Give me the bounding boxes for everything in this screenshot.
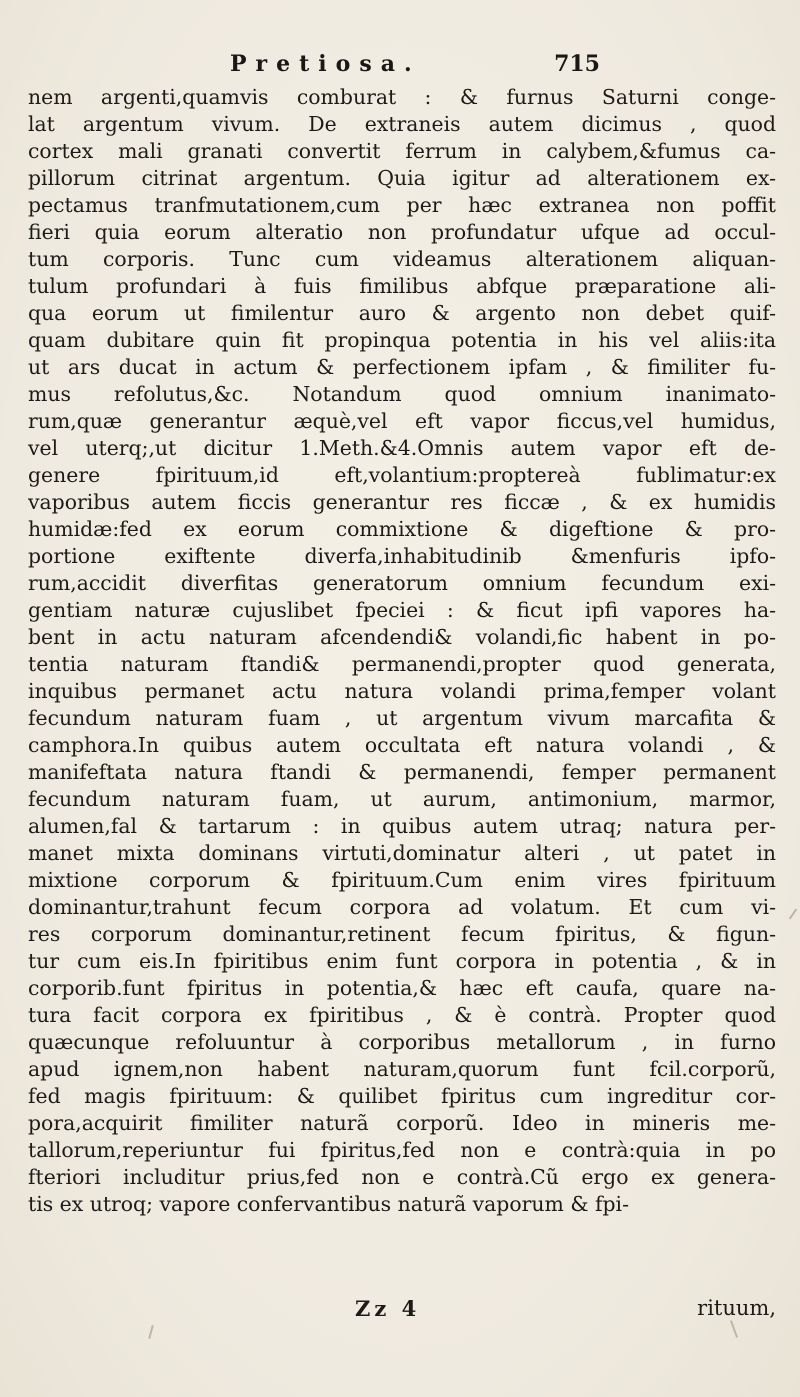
- text-line: mixtione corporum & fpirituum.Cum enim vires fpirituum: [28, 868, 776, 892]
- paper-speck: [789, 909, 798, 920]
- text-line: qua eorum ut fimilentur auro & argento non debet quif-: [28, 301, 776, 325]
- text-line: fteriori includitur prius,fed non e contrà.Cũ ergo ex genera-: [28, 1165, 776, 1189]
- paper-speck: [148, 1325, 154, 1339]
- text-line: pillorum citrinat argentum. Quia igitur ad alterationem ex-: [28, 166, 776, 190]
- text-line: quam dubitare quin fit propinqua potentia in his vel aliis:ita: [28, 328, 776, 352]
- text-line: ut ars ducat in actum & perfectionem ipfam , & fimiliter fu-: [28, 355, 776, 379]
- text-line: rum,accidit diverfitas generatorum omnium fecundum exi-: [28, 571, 776, 595]
- text-line: dominantur,trahunt fecum corpora ad volatum. Et cum vi-: [28, 895, 776, 919]
- text-line: manet mixta dominans virtuti,dominatur alteri , ut patet in: [28, 841, 776, 865]
- text-line: tis ex utroq; vapore confervantibus naturã vaporum & fpi-: [28, 1192, 629, 1216]
- text-line: bent in actu naturam afcendendi& volandi,fic habent in po-: [28, 625, 776, 649]
- text-line: fecundum naturam fuam, ut aurum, antimonium, marmor,: [28, 787, 776, 811]
- text-line: nem argenti,quamvis comburat : & furnus Saturni conge-: [28, 85, 776, 109]
- text-line: fecundum naturam fuam , ut argentum vivum marcafita &: [28, 706, 776, 730]
- text-line: tulum profundari à fuis fimilibus abfque præparatione ali-: [28, 274, 776, 298]
- text-line: lat argentum vivum. De extraneis autem dicimus , quod: [28, 112, 776, 136]
- text-line: tura facit corpora ex fpiritibus , & è contrà. Propter quod: [28, 1003, 776, 1027]
- page-footer: [0, 1296, 800, 1326]
- page-number: 715: [554, 51, 600, 77]
- text-line: mus refolutus,&c. Notandum quod omnium inanimato-: [28, 382, 776, 406]
- text-line: vaporibus autem ficcis generantur res ficcæ , & ex humidis: [28, 490, 776, 514]
- text-line: pectamus tranfmutationem,cum per hæc extranea non poffit: [28, 193, 776, 217]
- text-line: rum,quæ generantur æquè,vel eft vapor ficcus,vel humidus,: [28, 409, 776, 433]
- text-line: cortex mali granati convertit ferrum in calybem,&fumus ca-: [28, 139, 776, 163]
- text-line: tur cum eis.In fpiritibus enim funt corpora in potentia , & in: [28, 949, 776, 973]
- text-line: fieri quia eorum alteratio non profundatur ufque ad occul-: [28, 220, 776, 244]
- text-line: vel uterq;,ut dicitur 1.Meth.&4.Omnis autem vapor eft de-: [28, 436, 776, 460]
- text-line: res corporum dominantur,retinent fecum fpiritus, & figun-: [28, 922, 776, 946]
- text-line: tallorum,reperiuntur fui fpiritus,fed non e contrà:quia in po: [28, 1138, 776, 1162]
- text-line: tum corporis. Tunc cum videamus alterationem aliquan-: [28, 247, 776, 271]
- text-line: fed magis fpirituum: & quilibet fpiritus cum ingreditur cor-: [28, 1084, 776, 1108]
- text-line: gentiam naturæ cujuslibet fpeciei : & ficut ipfi vapores ha-: [28, 598, 776, 622]
- text-line: quæcunque refoluuntur à corporibus metallorum , in furno: [28, 1030, 776, 1054]
- text-line: genere fpirituum,id eft,volantium:proptereà fublimatur:ex: [28, 463, 776, 487]
- text-line: manifeftata natura ftandi & permanendi, femper permanent: [28, 760, 776, 784]
- text-line: humidæ:fed ex eorum commixtione & digeftione & pro-: [28, 517, 776, 541]
- text-line: alumen,fal & tartarum : in quibus autem utraq; natura per-: [28, 814, 776, 838]
- text-line: corporib.funt fpiritus in potentia,& hæc eft caufa, quare na-: [28, 976, 776, 1000]
- running-head: [230, 51, 600, 83]
- text-line: camphora.In quibus autem occultata eft natura volandi , &: [28, 733, 776, 757]
- text-line: tentia naturam ftandi& permanendi,propter quod generata,: [28, 652, 776, 676]
- text-line: inquibus permanet actu natura volandi prima,femper volant: [28, 679, 776, 703]
- catchword: rituum,: [697, 1296, 776, 1320]
- signature-mark: Zz 4: [355, 1296, 421, 1321]
- running-title: Pretiosa.: [230, 51, 421, 77]
- text-line: apud ignem,non habent naturam,quorum funt fcil.corporũ,: [28, 1057, 776, 1081]
- text-line: pora,acquirit fimiliter naturã corporũ. Ideo in mineris me-: [28, 1111, 776, 1135]
- body-text: [28, 84, 776, 1218]
- text-line: portione exiftente diverfa,inhabitudinib &menfuris ipfo-: [28, 544, 776, 568]
